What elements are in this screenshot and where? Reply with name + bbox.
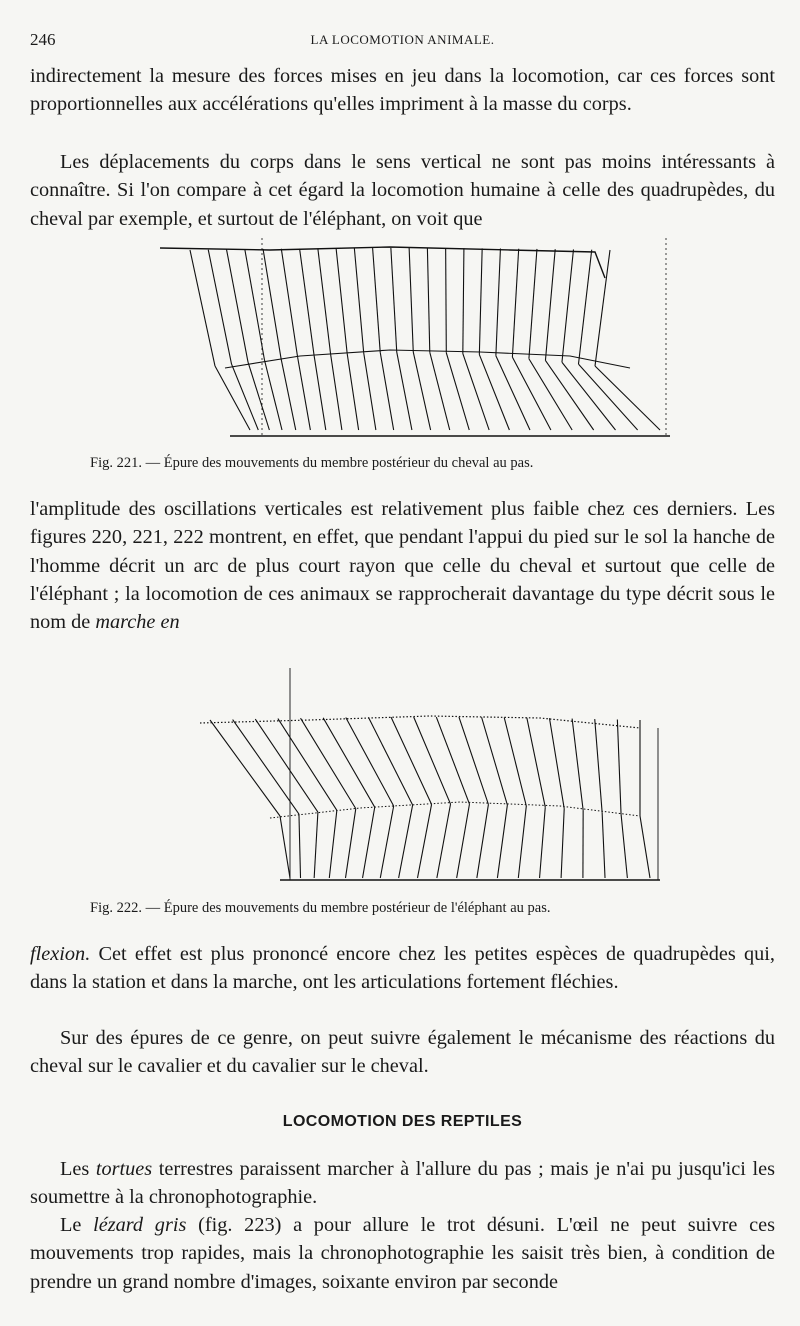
fig222-limb-lower-stroke (561, 809, 564, 878)
fig221-limb-upper-stroke (409, 248, 413, 352)
fig221-middle-curve (225, 350, 630, 368)
fig222-limb-lower-stroke (417, 804, 431, 878)
fig222-limb-lower-stroke (437, 804, 451, 878)
fig221-limb-lower-stroke (397, 352, 412, 430)
fig221-limb-upper-stroke (245, 249, 265, 360)
fig222-limb-upper-stroke (459, 717, 488, 804)
fig222-limb-upper-stroke (572, 719, 583, 811)
fig221-limb-upper-stroke (263, 249, 281, 359)
fig222-limb-lower-stroke (380, 806, 393, 878)
fig222-limb-upper-stroke (549, 718, 564, 808)
fig221-limb-lower-stroke (430, 352, 450, 430)
paragraph-7 (30, 1211, 775, 1296)
fig221-limb-lower-stroke (265, 360, 282, 430)
fig222-limb-upper-stroke (210, 720, 280, 816)
fig221-limb-upper-stroke (496, 249, 501, 356)
fig222-limb-lower-stroke (621, 814, 627, 878)
fig221-limb-upper-stroke (391, 248, 397, 352)
fig221-limb-lower-stroke (281, 359, 296, 430)
fig221-limb-upper-stroke (512, 249, 518, 357)
fig222-limb-upper-stroke (391, 717, 432, 804)
fig222-limb-upper-stroke (233, 720, 299, 815)
fig221-limb-upper-stroke (578, 250, 591, 364)
figure-222-elephant-epure (180, 668, 680, 888)
fig222-limb-lower-stroke (457, 804, 470, 878)
fig221-limb-lower-stroke (463, 354, 489, 430)
fig221-limb-upper-stroke (336, 248, 347, 353)
fig222-limb-lower-stroke (518, 806, 526, 878)
fig221-limb-lower-stroke (298, 357, 311, 430)
fig221-limb-upper-stroke (479, 248, 482, 354)
fig222-limb-upper-stroke (595, 719, 602, 812)
fig221-limb-upper-stroke (562, 249, 574, 362)
fig222-limb-upper-stroke (617, 720, 621, 815)
fig222-limb-upper-stroke (301, 718, 356, 808)
fig221-limb-lower-stroke (529, 359, 572, 430)
fig222-limb-upper-stroke (414, 717, 451, 804)
fig222-limb-lower-stroke (540, 807, 546, 878)
fig221-limb-lower-stroke (380, 352, 393, 430)
fig221-limb-lower-stroke (479, 355, 509, 430)
fig221-limb-lower-stroke (248, 362, 269, 430)
paragraph-5: Sur des épures de ce genre, on peut suivre également le mécanisme des réactions du cheval sur le cavalier et du cavalier sur le cheval. (30, 1027, 775, 1078)
figure-221-horse-epure (150, 238, 690, 448)
fig221-limb-lower-stroke (413, 352, 430, 430)
fig222-limb-upper-stroke (482, 717, 508, 805)
fig222-limb-lower-stroke (314, 812, 318, 878)
paragraph-6 (30, 1155, 775, 1212)
fig221-limb-upper-stroke (545, 249, 555, 360)
paragraph-3-italic: marche en (95, 611, 180, 634)
fig221-limb-lower-stroke (331, 355, 342, 430)
fig222-limb-lower-stroke (280, 816, 290, 878)
fig222-limb-lower-stroke (345, 809, 355, 878)
paragraph-6-text-b: terrestres paraissent marcher à l'allure du pas ; mais je n'ai pu jusqu'ici les soumettre à la chronophotographie. (30, 1158, 775, 1209)
fig222-limb-upper-stroke (504, 717, 526, 805)
fig222-limb-lower-stroke (299, 814, 301, 878)
paragraph-7-text-b: (fig. 223) a pour allure le trot désuni. L'œil ne peut suivre ces mouvements trop rapides, mais la chronophotographie les saisit très bien, à condition de prendre un grand nombre d'images, soixante environ par seconde (30, 1214, 775, 1293)
fig222-limb-upper-stroke (346, 717, 394, 805)
fig222-limb-lower-stroke (363, 807, 375, 878)
fig221-limb-upper-stroke (595, 250, 610, 366)
fig221-limb-upper-stroke (281, 249, 297, 357)
paragraph-6-italic: tortues (95, 1158, 153, 1180)
fig221-limb-upper-stroke (373, 248, 381, 352)
paragraph-2: Les déplacements du corps dans le sens vertical ne sont pas moins intéressants à connaître. Si l'on compare à cet égard la locomotion humaine à celle des quadrupèdes, du cheval par exemple, et surtout de l'éléphant, on voit que (30, 151, 775, 230)
paragraph-7-text-a: Le (60, 1214, 94, 1236)
fig221-limb-lower-stroke (364, 353, 376, 430)
paragraph-4-text: Cet effet est plus prononcé encore chez les petites espèces de quadrupèdes qui, dans la station et dans la marche, ont les articulations fortement fléchies. (30, 943, 775, 994)
fig221-limb-upper-stroke (208, 250, 231, 364)
fig221-limb-upper-stroke (190, 250, 215, 366)
fig222-limb-lower-stroke (329, 810, 337, 878)
paragraph-4-italic: flexion. (30, 943, 91, 965)
fig222-limb-upper-stroke (368, 717, 412, 805)
fig222-limb-lower-stroke (497, 805, 507, 878)
fig221-limb-lower-stroke (545, 360, 593, 430)
fig222-limb-lower-stroke (602, 812, 605, 878)
paragraph-1: indirectement la mesure des forces mises en jeu dans la locomotion, car ces forces sont proportionnelles aux accélérations qu'elles impriment à la masse du corps. (30, 65, 775, 116)
fig221-limb-upper-stroke (318, 248, 331, 354)
fig221-limb-lower-stroke (314, 356, 326, 430)
fig221-limb-lower-stroke (347, 354, 358, 430)
running-title: LA LOCOMOTION ANIMALE. (310, 32, 495, 47)
page-header (30, 30, 775, 54)
fig221-limb-upper-stroke (227, 249, 249, 362)
fig222-top-curve (200, 716, 640, 728)
fig222-limb-upper-stroke (436, 717, 469, 804)
fig221-limb-lower-stroke (512, 357, 551, 430)
fig222-limb-upper-stroke (527, 718, 545, 807)
fig222-middle-curve (270, 802, 640, 818)
paragraph-3-text: l'amplitude des oscillations verticales est relativement plus faible chez ces derniers. Les figures 220, 221, 222 montrent, en effet, que pendant l'appui du pied sur le sol la hanche de l'homme décrit un arc de plus court rayon que celle du cheval et surtout que celle de l'éléphant ; la locomotion de ces animaux se rapprocherait davantage du type décrit sous le nom de (30, 498, 775, 634)
fig221-limb-lower-stroke (446, 353, 469, 430)
fig221-limb-upper-stroke (446, 248, 447, 353)
fig221-limb-lower-stroke (496, 356, 530, 430)
fig221-limb-upper-stroke (300, 249, 315, 356)
page-number: 246 (30, 30, 56, 49)
fig222-limb-lower-stroke (399, 805, 413, 878)
fig222-limb-lower-stroke (477, 804, 489, 878)
paragraph-6-text-a: Les (60, 1158, 96, 1180)
figure-221-caption: Fig. 221. — Épure des mouvements du membre postérieur du cheval au pas. (90, 455, 534, 471)
fig221-limb-upper-stroke (354, 248, 363, 353)
fig222-limb-upper-stroke (323, 718, 375, 807)
figure-222-caption: Fig. 222. — Épure des mouvements du membre postérieur de l'éléphant au pas. (90, 900, 551, 916)
paragraph-4 (30, 940, 775, 997)
paragraph-7-italic: lézard gris (93, 1214, 187, 1236)
fig221-limb-upper-stroke (463, 248, 464, 353)
fig222-limb-lower-stroke (640, 816, 650, 878)
fig221-limb-lower-stroke (595, 366, 660, 430)
paragraph-3 (30, 495, 775, 636)
fig221-limb-upper-stroke (529, 249, 537, 359)
section-heading: LOCOMOTION DES REPTILES (282, 1113, 523, 1130)
fig221-limb-upper-stroke (427, 248, 429, 352)
